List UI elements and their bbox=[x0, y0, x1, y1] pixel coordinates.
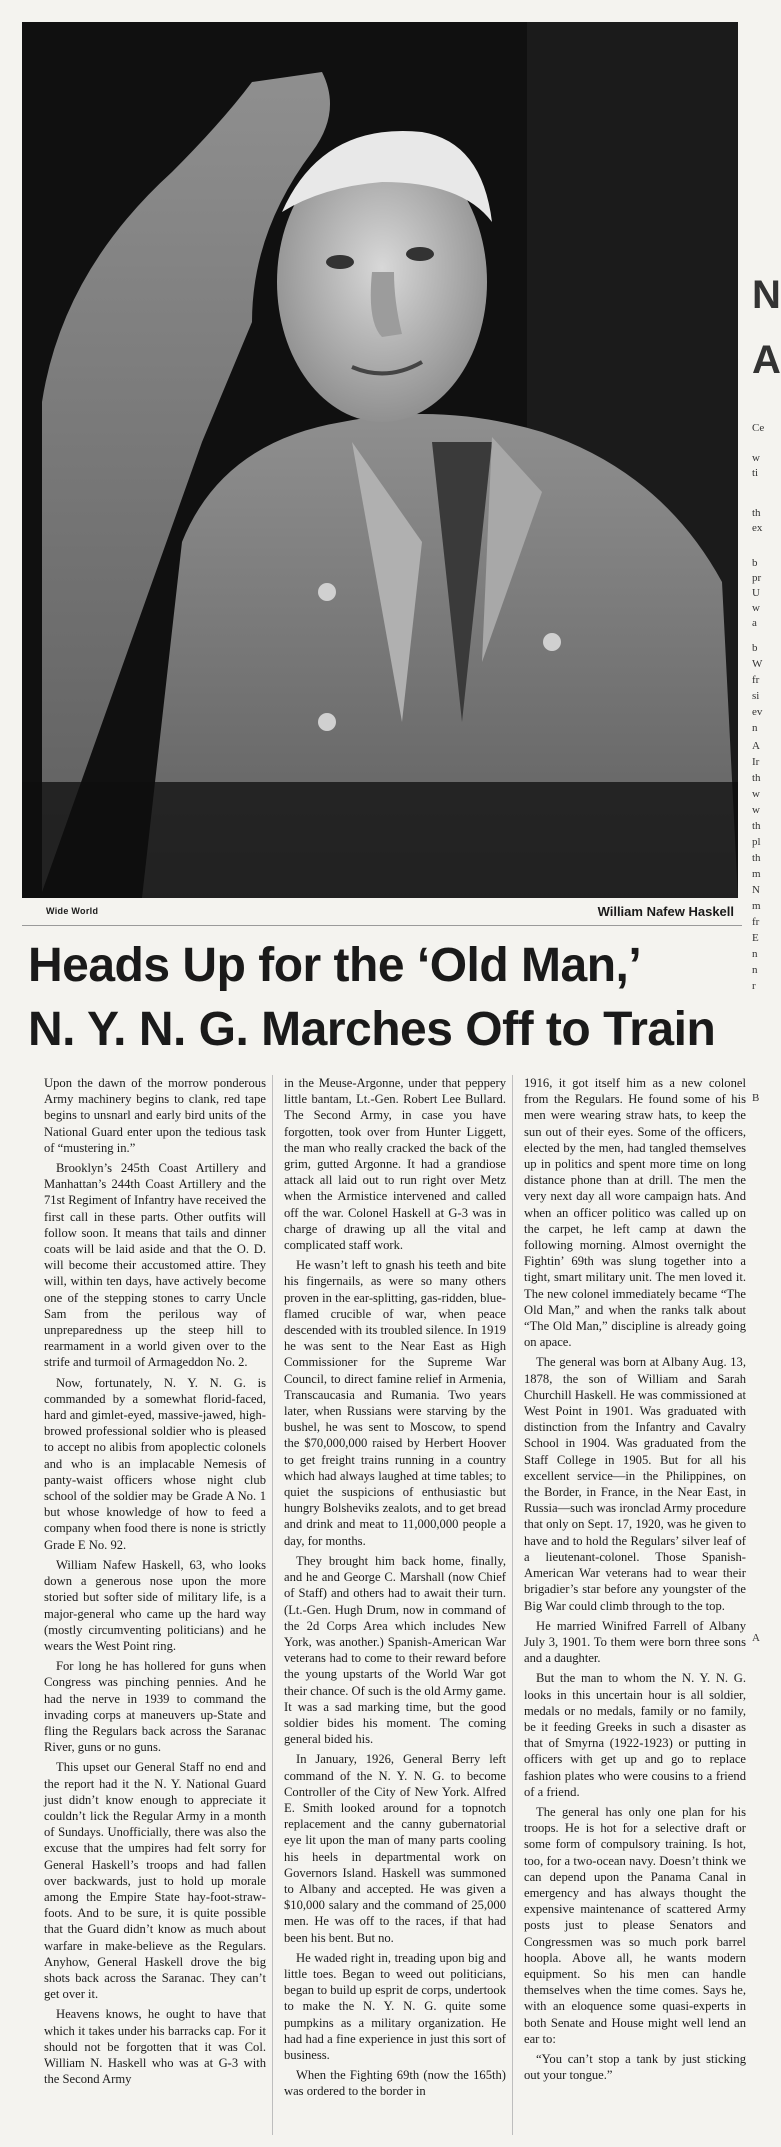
article-column-2 bbox=[284, 1075, 506, 2135]
edge-text-fragment: a bbox=[752, 617, 757, 629]
paragraph: in the Meuse-Argonne, under that peppery little bantam, Lt.-Gen. Robert Lee Bullard. The Second Army, in case you have forgotten, took over from Hunter Liggett, the man who really cracked the back of the grim, gutted Argonne. It had a grandiose attack all laid out to run right over Metz when the Armistice intervened and called off the war. Colonel Haskell at G-3 was in charge of drawing up all the vital and complicated staff work. bbox=[284, 1076, 506, 1253]
edge-text-fragment: n bbox=[752, 964, 758, 976]
edge-text-fragment: b bbox=[752, 642, 758, 654]
paragraph: He married Winifred Farrell of Albany July 3, 1901. To them were born three sons and a daughter. bbox=[524, 1618, 746, 1666]
edge-text-fragment: th bbox=[752, 772, 761, 784]
paragraph: The general was born at Albany Aug. 13, 1878, the son of William and Sarah Churchill Haskell. He was commissioned at West Point in 1901. Was graduated with distinction from the Infantry and Cavalry School in 1904. Was graduated from the Staff College in 1905. But for all his excellent service—in the Philippines, on the Border, in France, in the Near East, in Russia—such was ironclad Army procedure that only on Sept. 17, 1920, was he given to have and to hold the Regulars’ silver leaf of a lieutenant-colonel. Those Spanish-American War veterans had to wear their brigadier’s star before any youngster of the Big War could climb through to the top. bbox=[524, 1355, 746, 1613]
paragraph: Brooklyn’s 245th Coast Artillery and Manhattan’s 244th Coast Artillery and the 71st Regiment of Infantry have received the first call in these parts. Other outfits will follow soon. It means that tails and dinner coats will be laid aside and that the O. D. will become their accustomed attire. They will, within ten days, have actively become one of the stepping stones to carry Uncle Sam from the perilous way of unpreparedness up the steep hill to rearmament in a world given over to the strife and turmoil of Armageddon No. 2. bbox=[44, 1161, 266, 1370]
edge-text-fragment: th bbox=[752, 507, 761, 519]
edge-text-fragment: A bbox=[752, 740, 760, 752]
edge-text-fragment: th bbox=[752, 852, 761, 864]
adjacent-column-fragment bbox=[750, 0, 781, 2147]
paragraph: This upset our General Staff no end and the report had it the N. Y. National Guard just didn’t know enough to appreciate it couldn’t lick the Regular Army in a month of Sundays. Unofficially, there was also the excuse that the umpires had felt sorry for General Haskell’s troops and had fallen over backwards, just to hold up morale among the Empire State hay-foot-straw-foots. And to be sure, it is quite possible that the Guard didn’t know as much about warfare in make-believe as the Regulars. Anyhow, General Haskell drove the big shots back across the Saranac. They can’t get over it. bbox=[44, 1760, 266, 2002]
edge-text-fragment: fr bbox=[752, 916, 760, 928]
edge-text-fragment: W bbox=[752, 658, 763, 670]
edge-text-fragment: A bbox=[752, 338, 781, 382]
edge-text-fragment: E bbox=[752, 932, 759, 944]
paragraph: For long he has hollered for guns when Congress was pinching pennies. And he had the nerve in 1939 to command the invading corps at maneuvers up-State and fling the Regulars back across the Saranac River, guns or no guns. bbox=[44, 1659, 266, 1755]
edge-text-fragment: N bbox=[752, 884, 760, 896]
edge-text-fragment: Ce bbox=[752, 422, 765, 434]
edge-text-fragment: w bbox=[752, 788, 760, 800]
paragraph: The general has only one plan for his troops. He is hot for a selective draft or some form of compulsory training. Is hot, too, for a two-ocean navy. Doesn’t think we can depend upon the Panama Canal in emergency and has always thought the expensive maintenance of scattered Army posts just to please Senators and Congressmen was so much pork barrel hoopla. Above all, he wants modern equipment. So his men can handle themselves when the time comes. Says he, with an eloquence some quasi-experts in both Senate and House might well lend an ear to: bbox=[524, 1804, 746, 2046]
edge-text-fragment: ev bbox=[752, 706, 763, 718]
headline-line-1: Heads Up for the ‘Old Man,’ bbox=[28, 939, 642, 992]
edge-text-fragment: N bbox=[752, 273, 781, 317]
edge-text-fragment: w bbox=[752, 804, 760, 816]
edge-text-fragment: pl bbox=[752, 836, 761, 848]
photo-caption: William Nafew Haskell bbox=[597, 904, 734, 919]
headline bbox=[28, 934, 742, 1062]
paragraph: William Nafew Haskell, 63, who looks down a generous nose upon the more storied but softer side of military life, is a major-general who came up the hard way (mostly circumventing politicians) and he wears the West Point ring. bbox=[44, 1557, 266, 1653]
photo-credit: Wide World bbox=[46, 906, 99, 916]
edge-text-fragment: pr bbox=[752, 572, 762, 584]
edge-text-fragment: b bbox=[752, 557, 758, 569]
column-rule bbox=[512, 1075, 513, 2135]
paragraph: 1916, it got itself him as a new colonel from the Regulars. He found some of his men were wearing straw hats, to keep the sun out of their eyes. Some of the officers, elected by the men, had tangled themselves up in politics and spent more time on long distance phone than at drill. The men the very next day all wore campaign hats. And when an officer politico was called up on the carpet, he left camp at dawn the following morning. Almost overnight the Fightin’ 69th was slung together into a tight, smart military unit. The men loved it. The new colonel immediately became “The Old Man,” and when the ranks talk about “The Old Man,” discipline is already going on apace. bbox=[524, 1076, 746, 1350]
paragraph: “You can’t stop a tank by just sticking out your tongue.” bbox=[524, 2051, 746, 2083]
paragraph: Heavens knows, he ought to have that which it takes under his barracks cap. For it should not be forgotten that it was Col. William N. Haskell who was at G-3 with the Second Army bbox=[44, 2007, 266, 2087]
edge-text-fragment: B bbox=[752, 1092, 760, 1104]
edge-text-fragment: m bbox=[752, 900, 761, 912]
edge-text-fragment: r bbox=[752, 980, 756, 992]
edge-text-fragment: n bbox=[752, 722, 758, 734]
article-column-3 bbox=[524, 1075, 746, 2135]
edge-text-fragment: m bbox=[752, 868, 761, 880]
edge-text-fragment: U bbox=[752, 587, 760, 599]
edge-text-fragment: w bbox=[752, 452, 760, 464]
portrait-illustration bbox=[22, 22, 738, 898]
paragraph: But the man to whom the N. Y. N. G. looks in this uncertain hour is all soldier, medals or no medals, family or no family, be it feeding Greeks in such a disaster as that of Smyrna (1922-1923) or putting in officers with get up and go to replace fashion plates who were cousins to a friend of a friend. bbox=[524, 1671, 746, 1799]
edge-text-fragment: fr bbox=[752, 674, 760, 686]
edge-text-fragment: si bbox=[752, 690, 760, 702]
edge-text-fragment: w bbox=[752, 602, 760, 614]
divider bbox=[22, 925, 742, 926]
paragraph: They brought him back home, finally, and he and George C. Marshall (now Chief of Staff) and others had to await their turn. (Lt.-Gen. Hugh Drum, now in command of the 2d Corps Area which includes New York, was another.) Spanish-American War veterans had to come to their reward before the young upstarts of the World War got their chance. Of such is the old Army game. It was a sad marking time, but the good soldier bides his moment. The coming general bided his. bbox=[284, 1553, 506, 1747]
paragraph: In January, 1926, General Berry left command of the N. Y. N. G. to become Controller of the City of New York. Alfred E. Smith looked around for a topnotch replacement and the canny gubernatorial eye lit upon the man of many parts cooling his heels in departmental work on Governors Island. Haskell was summoned to Albany and accepted. He was given a $10,000 salary and the command of 25,000 men. He was off to the races, if that had been his bent. But no. bbox=[284, 1752, 506, 1945]
paragraph: Now, fortunately, N. Y. N. G. is commanded by a somewhat florid-faced, hard and gimlet-eyed, massive-jawed, high-browed professional soldier who is pleased to accept no alibis from apoplectic colonels and who is an implacable Nemesis of panty-waist officers whose night club school of the soldier may be Grade A No. 1 but whose knowledge of how to feed a company when food there is none is strictly Grade E No. 92. bbox=[44, 1375, 266, 1552]
edge-text-fragment: ti bbox=[752, 467, 759, 479]
edge-text-fragment: th bbox=[752, 820, 761, 832]
edge-text-fragment: Ir bbox=[752, 756, 760, 768]
edge-text-fragment: n bbox=[752, 948, 758, 960]
edge-text-fragment: ex bbox=[752, 522, 763, 534]
article-column-1 bbox=[44, 1075, 266, 2135]
paragraph: He wasn’t left to gnash his teeth and bite his fingernails, as were so many others proven in the ear-splitting, gas-ridden, blue-flamed crucible of war, when peace descended with its troubled silence. In 1919 he was sent to the Near East as High Commissioner for the Supreme War Council, to direct famine relief in Armenia, Transcaucasia and Rumania. Two years later, when Russians were starving by the bushel, he was sent to Moscow, to spend the $70,000,000 raised by Herbert Hoover to get freight trains running in a country which had always laughed at time tables; to quiet the suspicions of enthusiastic but hungry Bolsheviks zealots, and to get bread and drink and meat to 11,000,000 people a day, for months. bbox=[284, 1258, 506, 1548]
paragraph: He waded right in, treading upon big and little toes. Began to weed out politicians, began to build up esprit de corps, undertook to make the N. Y. N. G. quite some pumpkins as a military organization. He had had a fine experience in just this sort of business. bbox=[284, 1950, 506, 2062]
portrait-photo bbox=[22, 22, 738, 898]
headline-line-2: N. Y. N. G. Marches Off to Train bbox=[28, 1003, 716, 1056]
paragraph: When the Fighting 69th (now the 165th) was ordered to the border in bbox=[284, 2068, 506, 2099]
column-rule bbox=[272, 1075, 273, 2135]
edge-text-fragment: A bbox=[752, 1632, 760, 1644]
paragraph: Upon the dawn of the morrow ponderous Army machinery begins to clank, red tape begins to unsnarl and early bird units of the National Guard enter upon the tedious task of “mustering in.” bbox=[44, 1076, 266, 1155]
